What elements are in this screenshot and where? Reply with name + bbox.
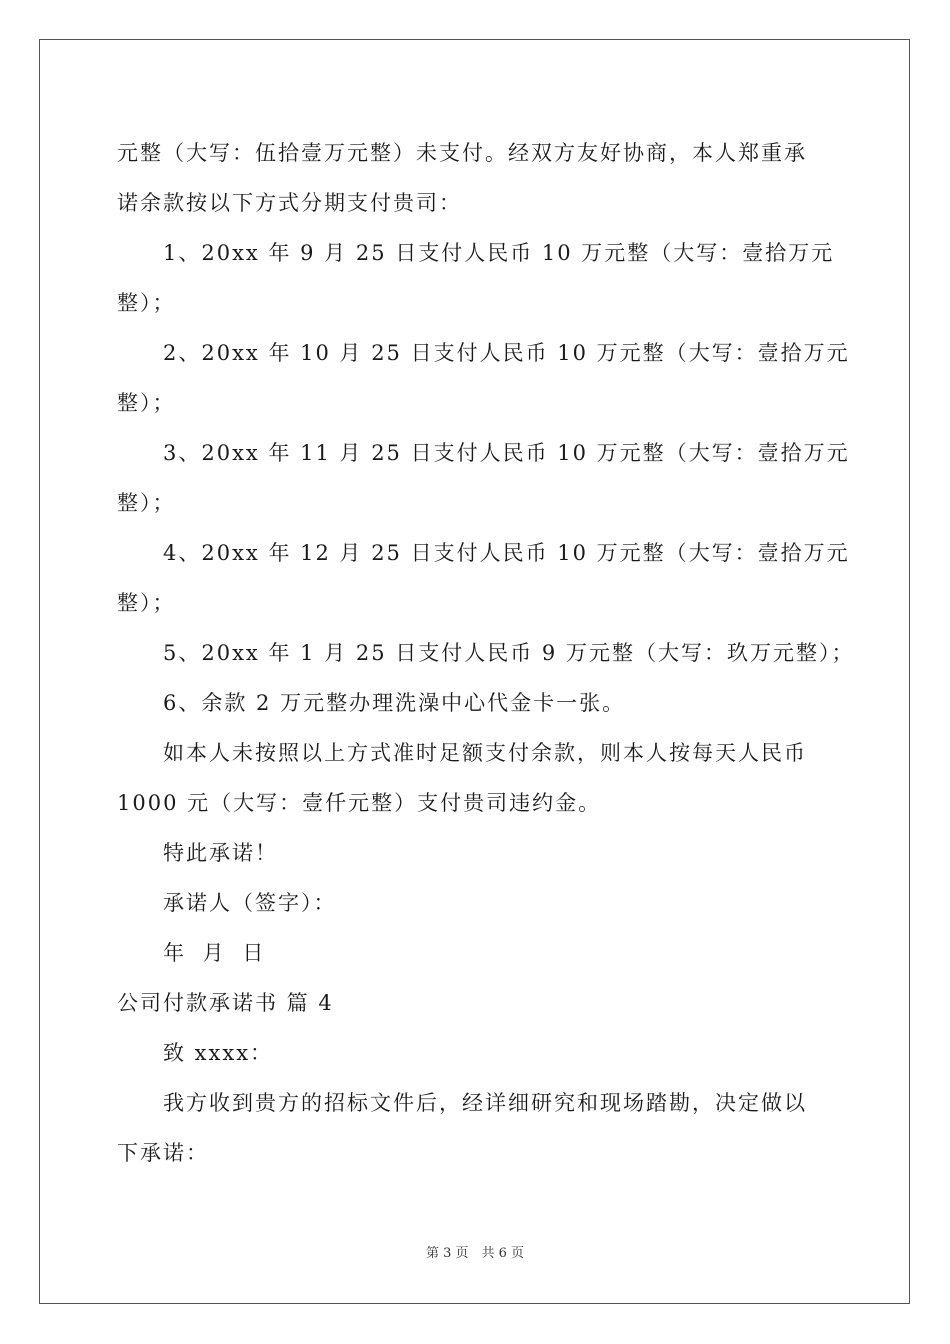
penalty-clause: 如本人未按照以上方式准时足额支付余款，则本人按每天人民币: [163, 741, 807, 765]
installment-5: 5、20xx 年 1 月 25 日支付人民币 9 万元整（大写：玖万元整）；: [163, 641, 855, 665]
installment-2-cont: 整）；: [117, 391, 176, 415]
signatory-label: 承诺人（签字）：: [163, 891, 337, 915]
date-line: 年 月 日: [163, 941, 270, 965]
body-paragraph: 我方收到贵方的招标文件后，经详细研究和现场踏勘，决定做以: [163, 1091, 807, 1115]
section-heading: 公司付款承诺书 篇 4: [117, 991, 334, 1015]
installment-3-cont: 整）；: [117, 491, 176, 515]
installment-2: 2、20xx 年 10 月 25 日支付人民币 10 万元整（大写：壹拾万元: [163, 341, 850, 365]
installment-1: 1、20xx 年 9 月 25 日支付人民币 10 万元整（大写：壹拾万元: [163, 241, 835, 265]
declaration: 特此承诺！: [163, 841, 278, 865]
line-2: 诺余款按以下方式分期支付贵司：: [117, 191, 462, 215]
installment-4-cont: 整）；: [117, 591, 176, 615]
document-body: [117, 128, 855, 1178]
installment-6: 6、余款 2 万元整办理洗澡中心代金卡一张。: [163, 691, 626, 715]
installment-3: 3、20xx 年 11 月 25 日支付人民币 10 万元整（大写：壹拾万元: [163, 441, 850, 465]
installment-1-cont: 整）；: [117, 291, 176, 315]
penalty-clause-cont: 1000 元（大写：壹仟元整）支付贵司违约金。: [117, 791, 602, 815]
body-paragraph-cont: 下承诺：: [117, 1141, 209, 1165]
line-1: 元整（大写：伍拾壹万元整）未支付。经双方友好协商，本人郑重承: [117, 141, 807, 165]
salutation: 致 xxxx：: [163, 1041, 274, 1065]
installment-4: 4、20xx 年 12 月 25 日支付人民币 10 万元整（大写：壹拾万元: [163, 541, 850, 565]
page-number-footer: 第 3 页 共 6 页: [425, 1246, 525, 1261]
